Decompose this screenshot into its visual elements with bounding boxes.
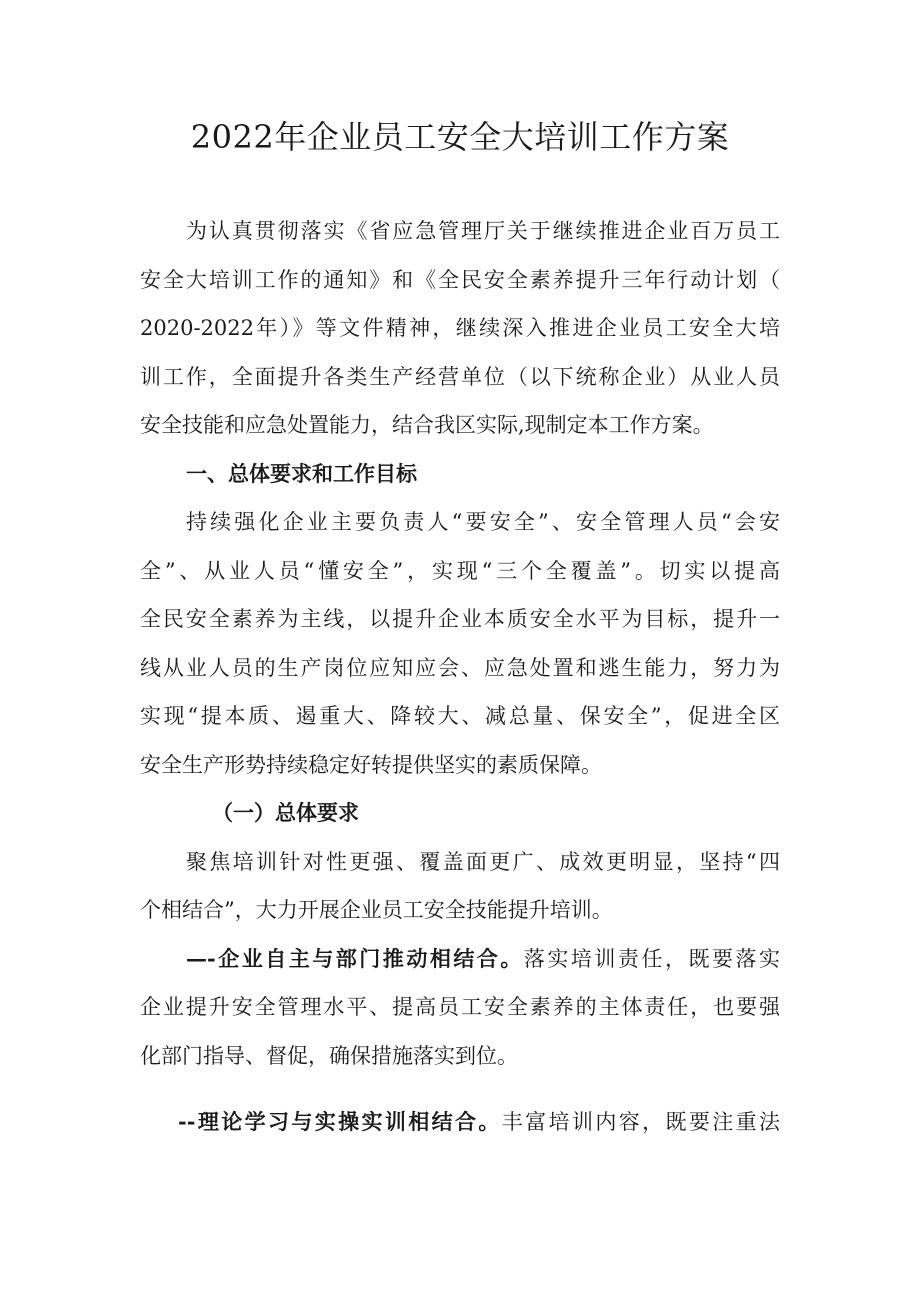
paragraph-line: 安全技能和应急处置能力，结合我区实际,现制定本工作方案。 xyxy=(140,413,714,437)
paragraph-line: 线从业人员的生产岗位应知应会、应急处置和逃生能力，努力为 xyxy=(140,656,780,680)
paragraph-line: 持续强化企业主要负责人“要安全”、安全管理人员“会安 xyxy=(186,510,780,534)
paragraph-line: 全”、从业人员“懂安全”，实现“三个全覆盖”。切实以提高 xyxy=(140,559,780,583)
paragraph-line: 实现“提本质、遏重大、降较大、减总量、保安全”，促进全区 xyxy=(140,704,780,728)
item-text: 丰富培训内容，既要注重法 xyxy=(501,1110,781,1134)
paragraph-line: 全民安全素养为主线，以提升企业本质安全水平为目标，提升一 xyxy=(140,607,780,631)
paragraph-line: 为认真贯彻落实《省应急管理厅关于继续推进企业百万员工 xyxy=(186,219,780,243)
paragraph-line: 安全生产形势持续稳定好转提供坚实的素质保障。 xyxy=(140,753,602,777)
paragraph-line: 训工作，全面提升各类生产经营单位（以下统称企业）从业人员 xyxy=(140,365,780,389)
paragraph-line: 2020-2022年）》等文件精神，继续深入推进企业员工安全大培 xyxy=(140,316,780,340)
item-text: 落实培训责任，既要落实 xyxy=(523,947,781,971)
document-title: 2022年企业员工安全大培训工作方案 xyxy=(190,118,730,156)
paragraph-line xyxy=(186,942,780,976)
paragraph-line xyxy=(178,1105,780,1139)
paragraph-line: 个相结合”，大力开展企业员工安全技能提升培训。 xyxy=(140,898,613,922)
paragraph-line: 聚焦培训针对性更强、覆盖面更广、成效更明显，坚持“四 xyxy=(186,850,780,874)
item-lead: —-企业自主与部门推动相结合。 xyxy=(186,946,524,971)
paragraph-line: 安全大培训工作的通知》和《全民安全素养提升三年行动计划（ xyxy=(140,268,780,292)
paragraph-line: 化部门指导、督促，确保措施落实到位。 xyxy=(140,1044,518,1068)
paragraph-line: 企业提升安全管理水平、提高员工安全素养的主体责任，也要强 xyxy=(140,995,780,1019)
item-lead: --理论学习与实操实训相结合。 xyxy=(178,1109,502,1134)
subsection-heading: （一）总体要求 xyxy=(212,800,359,825)
section-heading: 一、总体要求和工作目标 xyxy=(186,461,417,486)
